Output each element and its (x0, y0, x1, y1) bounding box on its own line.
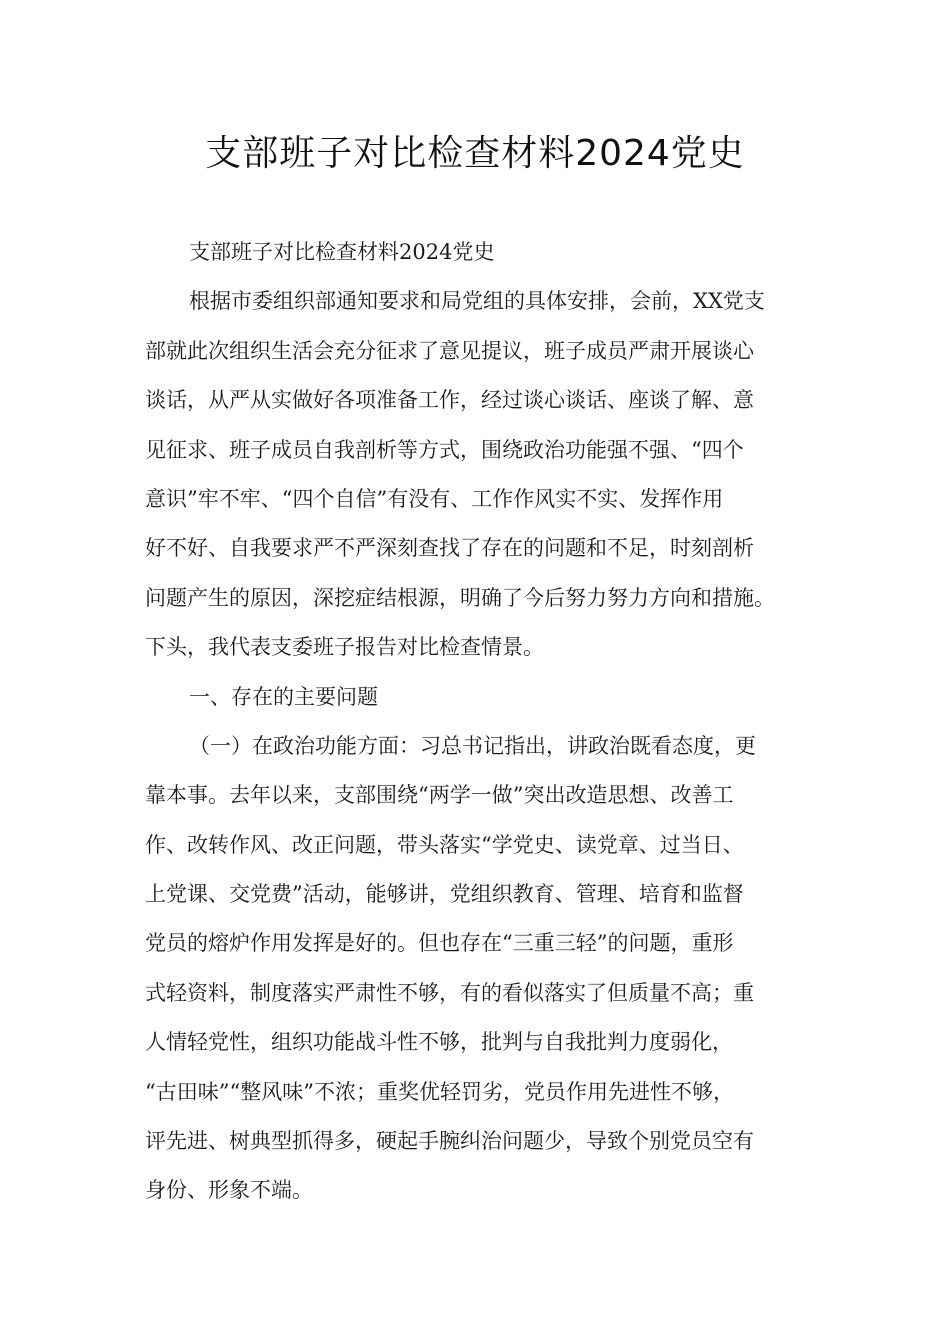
text-line: 好不好、自我要求严不严深刻查找了存在的问题和不足，时刻剖析 (145, 536, 754, 561)
document-body (145, 228, 825, 1216)
document-title: 支部班子对比检查材料2024党史 (205, 133, 745, 174)
text-line: 上党课、交党费”活动，能够讲，党组织教育、管理、培育和监督 (145, 882, 744, 907)
text-line: 根据市委组织部通知要求和局党组的具体安排，会前，XX党支 (189, 289, 765, 314)
text-line: 评先进、树典型抓得多，硬起手腕纠治问题少，导致个别党员空有 (145, 1129, 754, 1154)
text-line: 支部班子对比检查材料2024党史 (189, 240, 495, 264)
text-line: 下头，我代表支委班子报告对比检查情景。 (145, 635, 544, 660)
text-line: （一）在政治功能方面：习总书记指出，讲政治既看态度，更 (189, 733, 756, 758)
text-line: 作、改转作风、改正问题，带头落实“学党史、读党章、过当日、 (145, 832, 744, 857)
text-line: “古田味”“整风味”不浓；重奖优轻罚劣，党员作用先进性不够， (145, 1079, 734, 1104)
text-line: 人情轻党性，组织功能战斗性不够，批判与自我批判力度弱化， (145, 1030, 733, 1055)
text-line: 身份、形象不端。 (145, 1178, 313, 1203)
text-line: 意识”牢不牢、“四个自信”有没有、工作作风实不实、发挥作用 (145, 486, 724, 511)
text-line: 党员的熔炉作用发挥是好的。但也存在“三重三轻”的问题，重形 (145, 931, 734, 956)
text-line: 问题产生的原因，深挖症结根源，明确了今后努力努力方向和措施。 (145, 585, 775, 610)
text-line: 谈话，从严从实做好各项准备工作，经过谈心谈话、座谈了解、意 (145, 388, 754, 413)
text-line: 见征求、班子成员自我剖析等方式，围绕政治功能强不强、“四个 (145, 437, 744, 462)
text-line: 部就此次组织生活会充分征求了意见提议，班子成员严肃开展谈心 (145, 338, 754, 363)
text-line: 靠本事。去年以来，支部围绕“两学一做”突出改造思想、改善工 (145, 783, 734, 808)
text-line: 一、存在的主要问题 (189, 684, 378, 709)
text-line: 式轻资料，制度落实严肃性不够，有的看似落实了但质量不高；重 (145, 980, 754, 1005)
